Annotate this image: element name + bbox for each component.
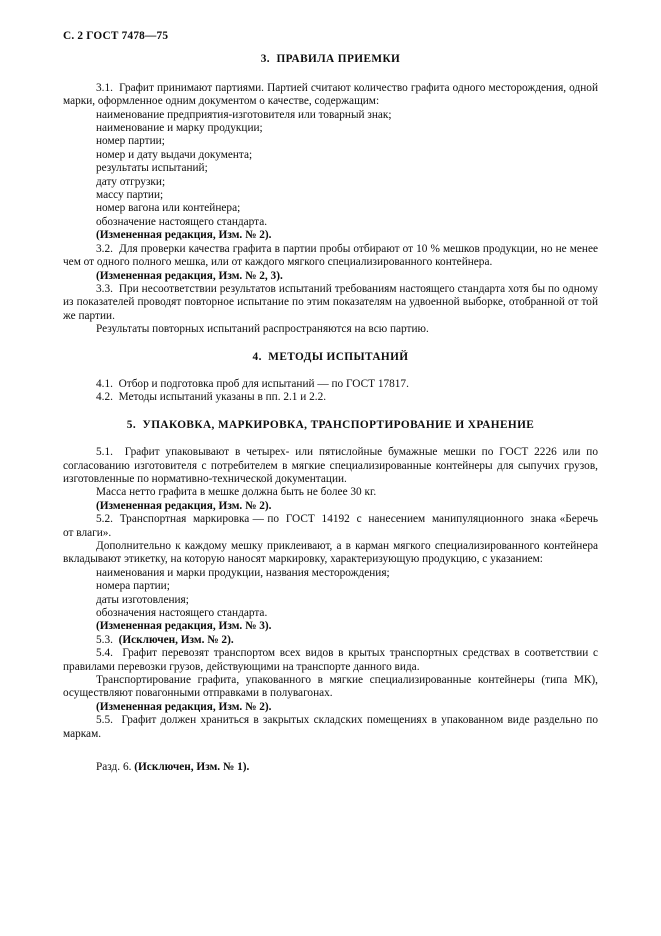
para-4-1: 4.1. Отбор и подготовка проб для испытаний — по ГОСТ 17817. <box>96 377 409 390</box>
list-item: массу партии; <box>96 189 164 202</box>
list-item: наименование предприятия-изготовителя или товарный знак; <box>96 108 392 121</box>
list-item: результаты испытаний; <box>96 162 208 175</box>
list-item: номер партии; <box>96 135 165 148</box>
list-item: даты изготовления; <box>96 593 189 606</box>
amendment-note: (Измененная редакция, Изм. № 2). <box>96 229 272 242</box>
list-item: обозначение настоящего стандарта. <box>96 215 268 228</box>
list-item: наименования и марки продукции, названия месторождения; <box>96 566 390 579</box>
para-3-1: 3.1. Графит принимают партиями. Партией считают количество графита одного месторождения, одной марки, оформленное одним документом о качестве, содержащим: <box>63 81 601 108</box>
list-item: наименование и марку продукции; <box>96 122 263 135</box>
amendment-note: (Измененная редакция, Изм. № 2). <box>96 499 272 512</box>
para-5-4-cont: Транспортирование графита, упакованного в мягкие специализированные контейнеры (типа МК), осуществляют повагонными отправками в полувагонах. <box>63 674 601 700</box>
para-5-3: 5.3. (Исключен, Изм. № 2). <box>96 633 234 646</box>
amendment-note: (Измененная редакция, Изм. № 2, 3). <box>96 269 283 282</box>
amendment-note: (Измененная редакция, Изм. № 3). <box>96 620 272 633</box>
section-heading-5: 5. УПАКОВКА, МАРКИРОВКА, ТРАНСПОРТИРОВАНИЕ И ХРАНЕНИЕ <box>126 418 535 431</box>
list-item: номер вагона или контейнера; <box>96 202 241 215</box>
section-heading-3: 3. ПРАВИЛА ПРИЕМКИ <box>260 53 401 66</box>
para-razd-6: Разд. 6. (Исключен, Изм. № 1). <box>96 761 250 774</box>
para-3-2: 3.2. Для проверки качества графита в партии пробы отбирают от 10 % мешков продукции, но не менее чем от одного полного мешка, или от каждого мягкого специализированного контейнера. <box>63 242 601 269</box>
para-5-2-cont: Дополнительно к каждому мешку приклеивают, а в карман мягкого специализированного контейнера вкладывают этикетку, на которую наносят маркировку, характеризующую продукцию, с указанием: <box>63 540 601 566</box>
para-5-1-cont: Масса нетто графита в мешке должна быть не более 30 кг. <box>96 486 377 499</box>
section-heading-4: 4. МЕТОДЫ ИСПЫТАНИЙ <box>252 350 409 363</box>
document-body <box>63 53 601 774</box>
list-item: номера партии; <box>96 580 170 593</box>
page-header: С. 2 ГОСТ 7478—75 <box>63 30 169 42</box>
list-item: номер и дату выдачи документа; <box>96 148 253 161</box>
para-5-1: 5.1. Графит упаковывают в четырех- или пятислойные бумажные мешки по ГОСТ 2226 или по согласованию изготовителя с потребителем в мягкие специализированные контейнеры для сыпучих грузов, изготовленные по нормативно-технической документации. <box>63 446 601 485</box>
para-5-5: 5.5. Графит должен храниться в закрытых складских помещениях в упакованном виде раздельно по маркам. <box>63 714 601 740</box>
para-5-4: 5.4. Графит перевозят транспортом всех видов в крытых транспортных средствах в соответствии с правилами перевозки грузов, действующими на транспорте данного вида. <box>63 647 601 673</box>
para-4-2: 4.2. Методы испытаний указаны в пп. 2.1 и 2.2. <box>96 391 327 404</box>
list-item: дату отгрузки; <box>96 175 166 188</box>
list-item: обозначения настоящего стандарта. <box>96 607 268 620</box>
amendment-note: (Измененная редакция, Изм. № 2). <box>96 700 272 713</box>
para-3-3: 3.3. При несоответствии результатов испытаний требованиям настоящего стандарта хотя бы по одному из показателей проводят повторное испытание по этим показателям на удвоенной выборке, отобранной от той же партии. <box>63 282 601 322</box>
para-5-2: 5.2. Транспортная маркировка — по ГОСТ 14192 с нанесением манипуляционного знака «Беречь от влаги». <box>63 513 601 539</box>
para-3-3-cont: Результаты повторных испытаний распространяются на всю партию. <box>96 323 429 336</box>
